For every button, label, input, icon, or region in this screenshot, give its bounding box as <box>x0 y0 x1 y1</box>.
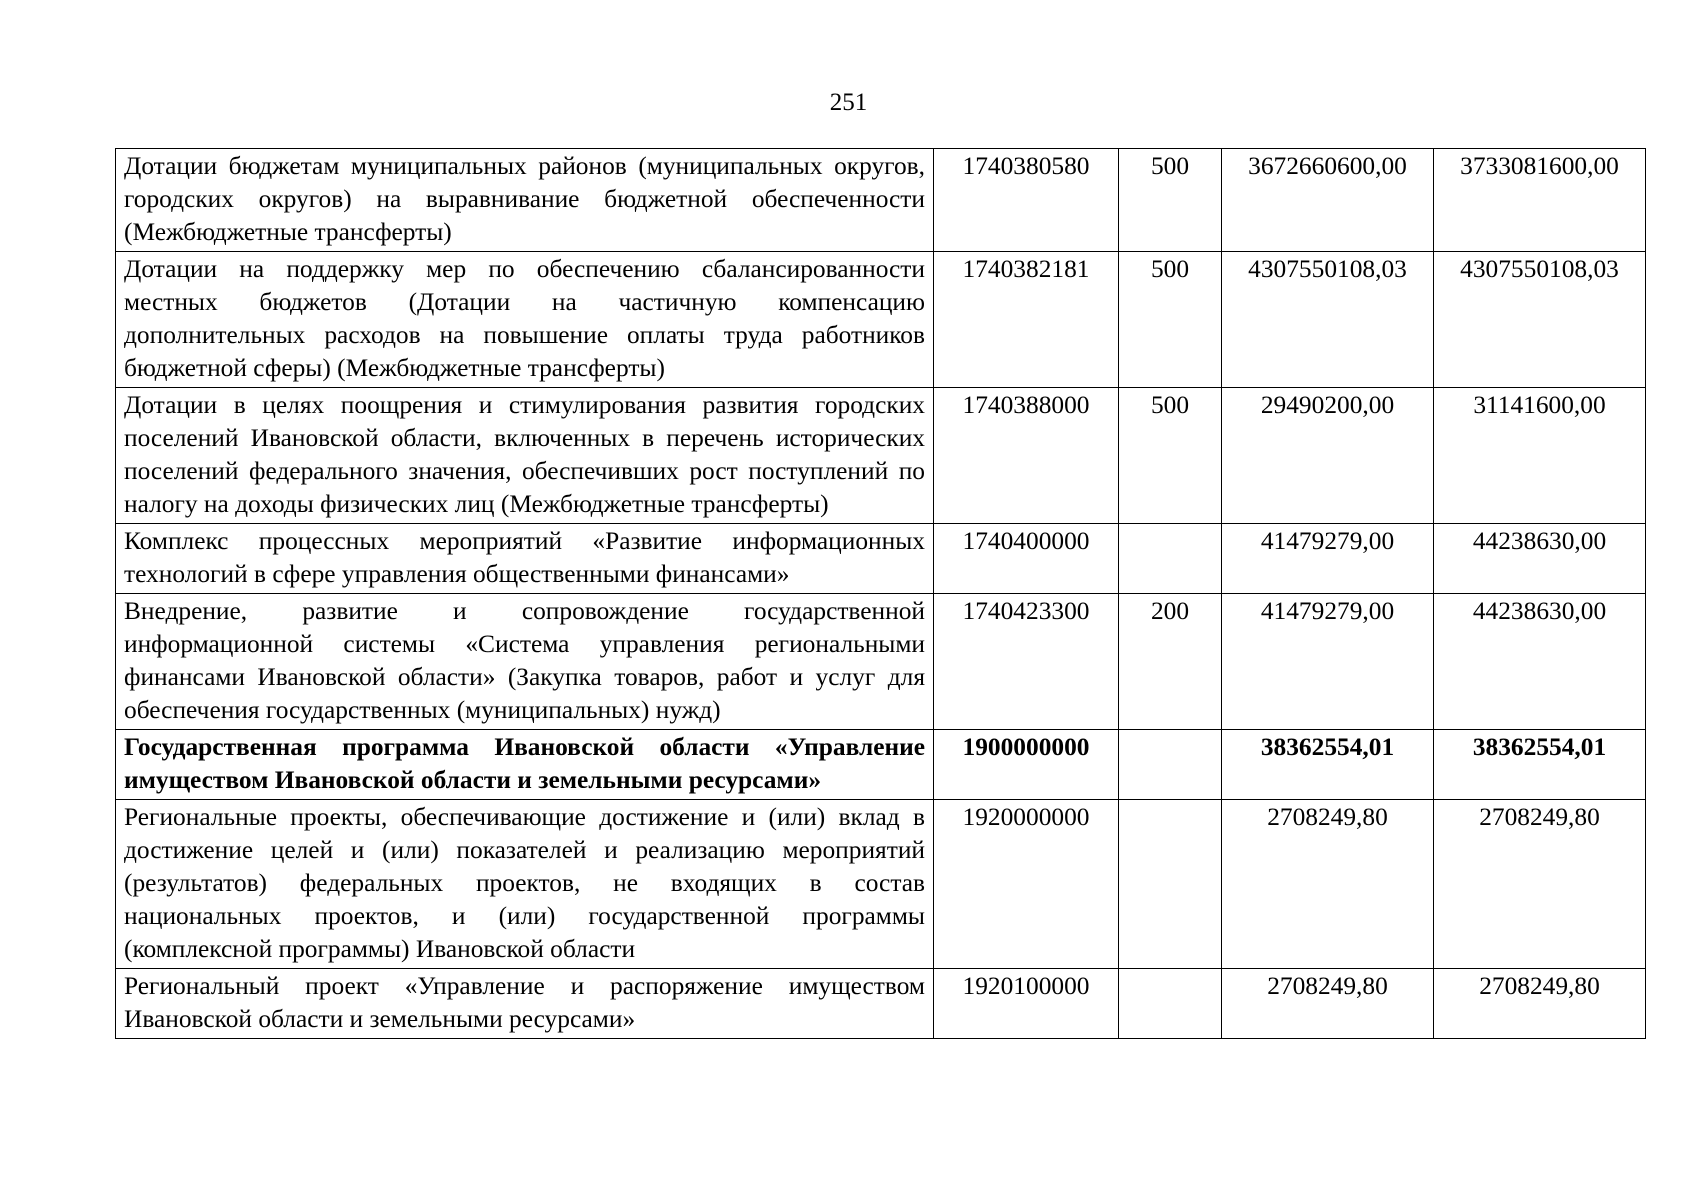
table-row <box>116 969 1646 1039</box>
table-row <box>116 388 1646 524</box>
budget-table <box>115 148 1646 1039</box>
table-row <box>116 252 1646 388</box>
table-row <box>116 524 1646 594</box>
expense-type-cell <box>1119 524 1222 594</box>
table-row <box>116 594 1646 730</box>
amount-year2-cell: 4307550108,03 <box>1434 252 1646 388</box>
page-number: 251 <box>829 89 868 116</box>
amount-year2-cell: 2708249,80 <box>1434 800 1646 969</box>
amount-year2-cell: 44238630,00 <box>1434 594 1646 730</box>
amount-year1-cell: 41479279,00 <box>1222 594 1434 730</box>
amount-year1-cell: 4307550108,03 <box>1222 252 1434 388</box>
item-name-cell: Внедрение, развитие и сопровождение государственной информационной системы «Система управления региональными финансами Ивановской области» (Закупка товаров, работ и услуг для обеспечения государственных (муниципальных) нужд) <box>116 594 934 730</box>
amount-year1-cell: 29490200,00 <box>1222 388 1434 524</box>
amount-year1-cell: 2708249,80 <box>1222 800 1434 969</box>
target-code-cell: 1740380580 <box>934 149 1119 252</box>
item-name-cell: Дотации в целях поощрения и стимулирования развития городских поселений Ивановской области, включенных в перечень исторических поселений федерального значения, обеспечивших рост поступлений по налогу на доходы физических лиц (Межбюджетные трансферты) <box>116 388 934 524</box>
target-code-cell: 1900000000 <box>934 730 1119 800</box>
item-name-cell: Дотации на поддержку мер по обеспечению сбалансированности местных бюджетов (Дотации на частичную компенсацию дополнительных расходов на повышение оплаты труда работников бюджетной сферы) (Межбюджетные трансферты) <box>116 252 934 388</box>
table-row <box>116 800 1646 969</box>
amount-year2-cell: 38362554,01 <box>1434 730 1646 800</box>
amount-year2-cell: 3733081600,00 <box>1434 149 1646 252</box>
target-code-cell: 1740388000 <box>934 388 1119 524</box>
amount-year1-cell: 38362554,01 <box>1222 730 1434 800</box>
item-name-cell: Региональные проекты, обеспечивающие достижение и (или) вклад в достижение целей и (или) показателей и реализацию мероприятий (результатов) федеральных проектов, не входящих в состав национальных проектов, и (или) государственной программы (комплексной программы) Ивановской области <box>116 800 934 969</box>
expense-type-cell <box>1119 730 1222 800</box>
amount-year2-cell: 31141600,00 <box>1434 388 1646 524</box>
amount-year2-cell: 44238630,00 <box>1434 524 1646 594</box>
target-code-cell: 1740423300 <box>934 594 1119 730</box>
expense-type-cell: 500 <box>1119 388 1222 524</box>
target-code-cell: 1920100000 <box>934 969 1119 1039</box>
amount-year2-cell: 2708249,80 <box>1434 969 1646 1039</box>
expense-type-cell: 200 <box>1119 594 1222 730</box>
amount-year1-cell: 3672660600,00 <box>1222 149 1434 252</box>
item-name-cell: Государственная программа Ивановской области «Управление имуществом Ивановской области и земельными ресурсами» <box>116 730 934 800</box>
amount-year1-cell: 2708249,80 <box>1222 969 1434 1039</box>
item-name-cell: Комплекс процессных мероприятий «Развитие информационных технологий в сфере управления общественными финансами» <box>116 524 934 594</box>
target-code-cell: 1920000000 <box>934 800 1119 969</box>
item-name-cell: Дотации бюджетам муниципальных районов (муниципальных округов, городских округов) на выравнивание бюджетной обеспеченности (Межбюджетные трансферты) <box>116 149 934 252</box>
table-row-program-total <box>116 730 1646 800</box>
expense-type-cell <box>1119 969 1222 1039</box>
expense-type-cell: 500 <box>1119 252 1222 388</box>
target-code-cell: 1740400000 <box>934 524 1119 594</box>
item-name-cell: Региональный проект «Управление и распоряжение имуществом Ивановской области и земельными ресурсами» <box>116 969 934 1039</box>
target-code-cell: 1740382181 <box>934 252 1119 388</box>
table-row <box>116 149 1646 252</box>
expense-type-cell <box>1119 800 1222 969</box>
expense-type-cell: 500 <box>1119 149 1222 252</box>
amount-year1-cell: 41479279,00 <box>1222 524 1434 594</box>
